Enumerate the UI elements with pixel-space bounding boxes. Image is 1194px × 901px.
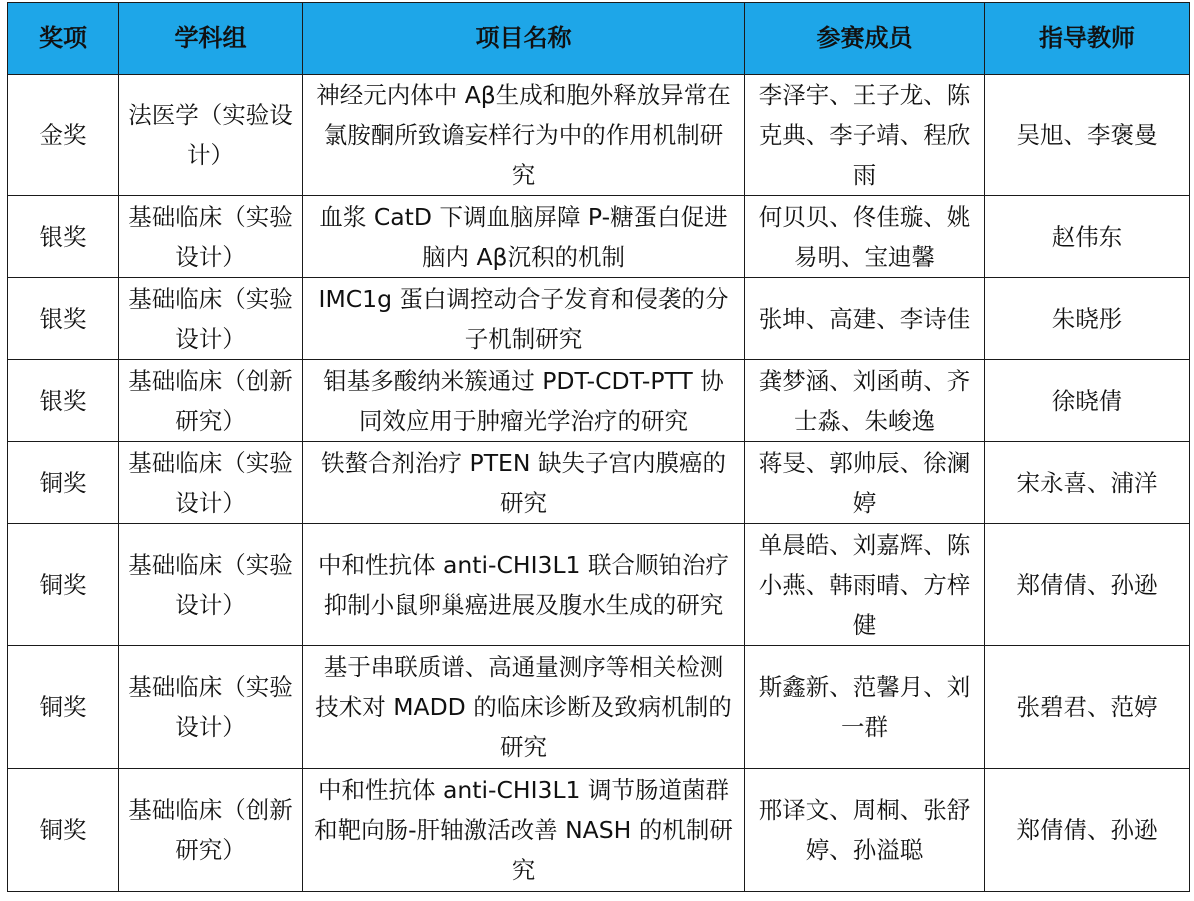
award-cell: 银奖 — [8, 360, 119, 442]
award-cell: 银奖 — [8, 278, 119, 360]
table-row — [8, 769, 1190, 892]
members-cell: 单晨皓、刘嘉辉、陈小燕、韩雨晴、方梓健 — [745, 524, 985, 646]
advisors-cell: 郑倩倩、孙逊 — [985, 524, 1190, 646]
members-cell: 龚梦涵、刘函萌、齐士淼、朱峻逸 — [745, 360, 985, 442]
table-row — [8, 75, 1190, 196]
project-cell: IMC1g 蛋白调控动合子发育和侵袭的分子机制研究 — [303, 278, 745, 360]
advisors-cell: 赵伟东 — [985, 196, 1190, 278]
table-header — [8, 3, 1190, 75]
project-cell: 钼基多酸纳米簇通过 PDT-CDT-PTT 协同效应用于肿瘤光学治疗的研究 — [303, 360, 745, 442]
project-cell: 铁螯合剂治疗 PTEN 缺失子宫内膜癌的研究 — [303, 442, 745, 524]
header-advisors: 指导教师 — [985, 3, 1190, 75]
project-cell: 血浆 CatD 下调血脑屏障 P-糖蛋白促进脑内 Aβ沉积的机制 — [303, 196, 745, 278]
discipline-cell: 基础临床（实验设计） — [119, 278, 303, 360]
award-cell: 银奖 — [8, 196, 119, 278]
award-cell: 铜奖 — [8, 442, 119, 524]
header-members: 参赛成员 — [745, 3, 985, 75]
advisors-cell: 徐晓倩 — [985, 360, 1190, 442]
header-row — [8, 3, 1190, 75]
discipline-cell: 基础临床（实验设计） — [119, 524, 303, 646]
members-cell: 蒋旻、郭帅辰、徐澜婷 — [745, 442, 985, 524]
advisors-cell: 郑倩倩、孙逊 — [985, 769, 1190, 892]
discipline-cell: 基础临床（创新研究） — [119, 769, 303, 892]
members-cell: 邢译文、周桐、张舒婷、孙溢聪 — [745, 769, 985, 892]
table-row — [8, 646, 1190, 769]
table-row — [8, 442, 1190, 524]
award-cell: 铜奖 — [8, 524, 119, 646]
table-row — [8, 278, 1190, 360]
project-cell: 中和性抗体 anti-CHI3L1 调节肠道菌群和靶向肠-肝轴激活改善 NASH 的机制研究 — [303, 769, 745, 892]
project-cell: 基于串联质谱、高通量测序等相关检测技术对 MADD 的临床诊断及致病机制的研究 — [303, 646, 745, 769]
members-cell: 张坤、高建、李诗佳 — [745, 278, 985, 360]
awards-table — [7, 2, 1190, 892]
discipline-cell: 法医学（实验设计） — [119, 75, 303, 196]
table-body — [8, 75, 1190, 892]
project-cell: 神经元内体中 Aβ生成和胞外释放异常在氯胺酮所致谵妄样行为中的作用机制研究 — [303, 75, 745, 196]
discipline-cell: 基础临床（实验设计） — [119, 442, 303, 524]
advisors-cell: 朱晓彤 — [985, 278, 1190, 360]
members-cell: 何贝贝、佟佳璇、姚易明、宝迪馨 — [745, 196, 985, 278]
discipline-cell: 基础临床（实验设计） — [119, 196, 303, 278]
advisors-cell: 吴旭、李褒曼 — [985, 75, 1190, 196]
table-row — [8, 196, 1190, 278]
advisors-cell: 宋永喜、浦洋 — [985, 442, 1190, 524]
table-row — [8, 360, 1190, 442]
discipline-cell: 基础临床（创新研究） — [119, 360, 303, 442]
members-cell: 斯鑫新、范馨月、刘一群 — [745, 646, 985, 769]
header-project: 项目名称 — [303, 3, 745, 75]
award-cell: 金奖 — [8, 75, 119, 196]
header-discipline: 学科组 — [119, 3, 303, 75]
award-cell: 铜奖 — [8, 769, 119, 892]
discipline-cell: 基础临床（实验设计） — [119, 646, 303, 769]
project-cell: 中和性抗体 anti-CHI3L1 联合顺铂治疗抑制小鼠卵巢癌进展及腹水生成的研究 — [303, 524, 745, 646]
award-cell: 铜奖 — [8, 646, 119, 769]
advisors-cell: 张碧君、范婷 — [985, 646, 1190, 769]
table-row — [8, 524, 1190, 646]
header-award: 奖项 — [8, 3, 119, 75]
members-cell: 李泽宇、王子龙、陈克典、李子靖、程欣雨 — [745, 75, 985, 196]
